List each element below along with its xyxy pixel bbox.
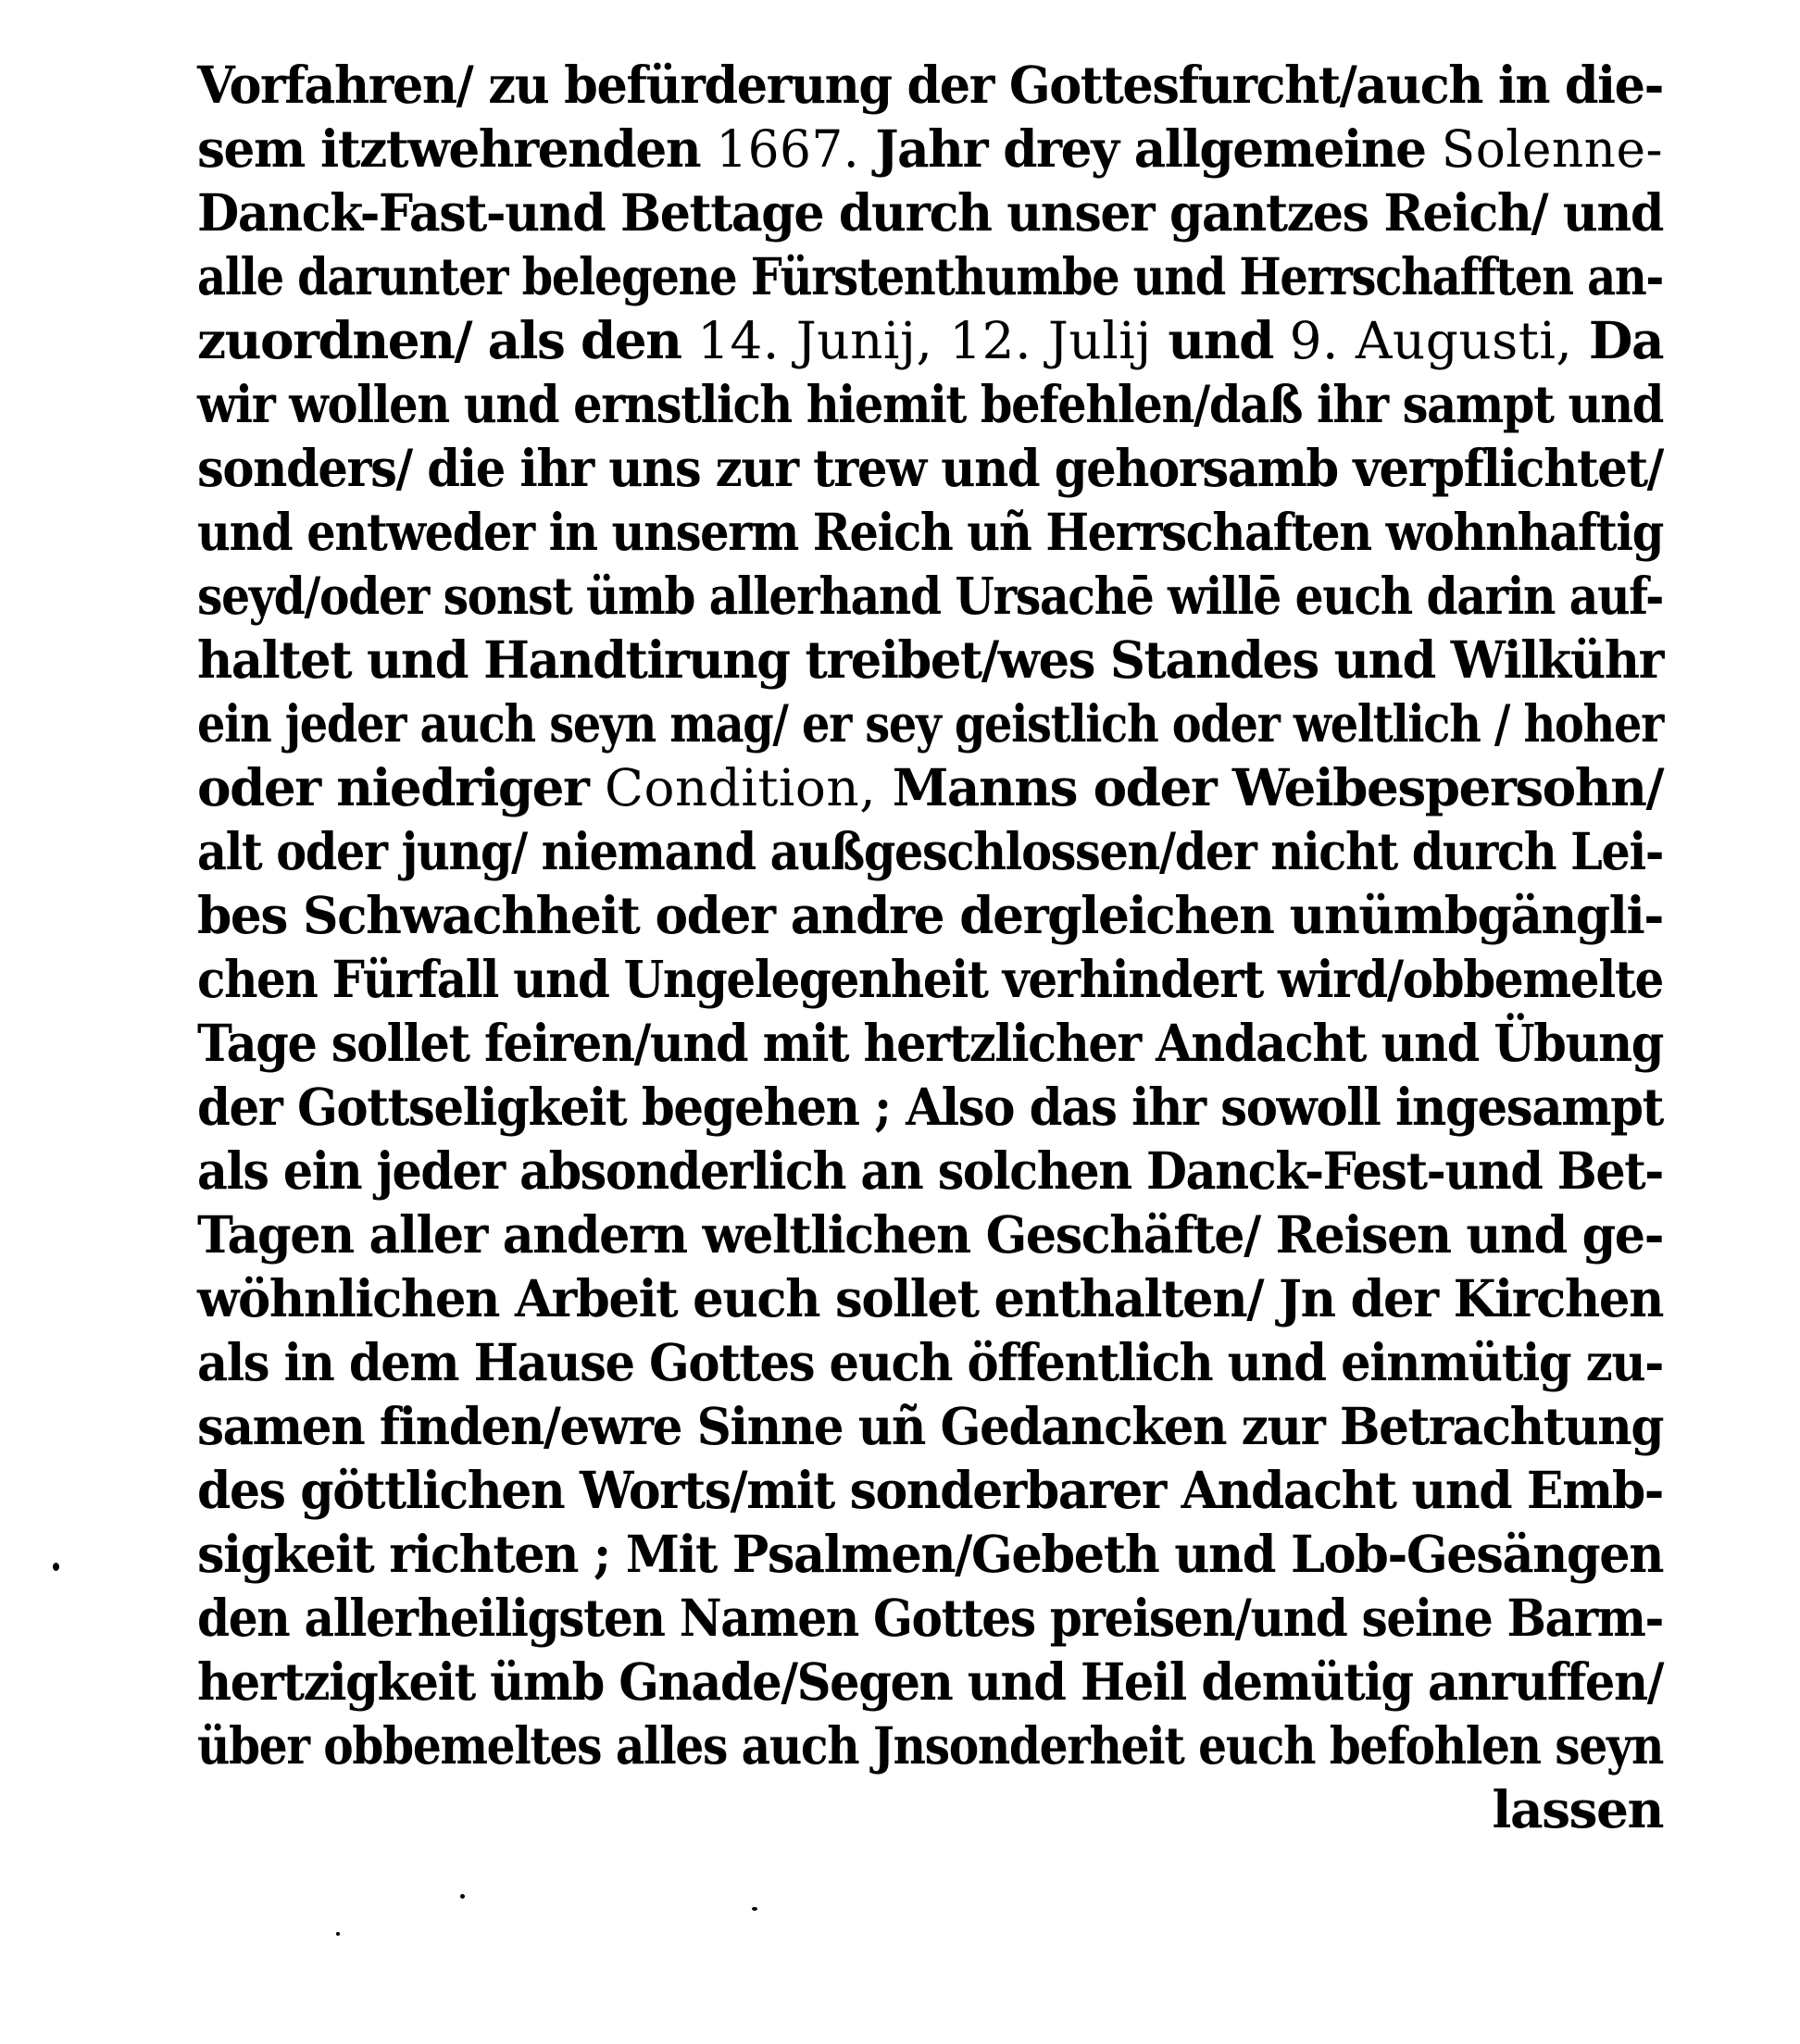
text-segment-antiqua: Solenne- <box>1441 119 1663 179</box>
text-line-content <box>197 1266 1663 1331</box>
text-line-content <box>197 53 1663 118</box>
text-segment-fraktur: und <box>1151 310 1290 370</box>
text-line-content <box>197 883 1663 948</box>
text-line <box>197 692 1663 755</box>
text-segment-fraktur: als ein jeder absonderlich an solchen Danck-Fest-und Bet- <box>197 1140 1663 1201</box>
text-line-content <box>197 308 1663 373</box>
text-segment-fraktur: oder niedriger <box>197 757 606 817</box>
text-segment-fraktur: lassen <box>1492 1779 1663 1839</box>
text-segment-fraktur: sigkeit richten ; Mit Psalmen/Gebeth und Lob-Gesängen <box>197 1524 1663 1584</box>
text-line-content <box>197 181 1663 245</box>
text-line-content <box>197 1075 1663 1140</box>
text-line-content <box>197 372 1663 437</box>
text-line <box>197 947 1663 1011</box>
text-line <box>197 1458 1663 1522</box>
text-line <box>197 1394 1663 1458</box>
text-line <box>197 1586 1663 1650</box>
text-block <box>197 53 1663 1841</box>
text-line <box>197 1011 1663 1075</box>
text-line <box>197 1522 1663 1586</box>
text-segment-antiqua: 1667. <box>716 119 860 179</box>
text-segment-antiqua: 9. Augusti, <box>1289 311 1573 370</box>
text-segment-fraktur: des göttlichen Worts/mit sonderbarer Andacht und Emb- <box>197 1460 1663 1520</box>
text-line <box>197 308 1663 372</box>
scan-speck <box>460 1894 465 1899</box>
text-segment-fraktur: wir wollen und ernstlich hiemit befehlen/daß ihr sampt und <box>197 374 1663 434</box>
text-segment-fraktur: bes Schwachheit oder andre dergleichen unümbgängli- <box>197 885 1663 945</box>
text-line-content <box>197 436 1663 501</box>
text-line-content <box>197 1394 1663 1459</box>
text-line <box>197 564 1663 628</box>
text-segment-fraktur: Tage sollet feiren/und mit hertzlicher Andacht und Übung <box>197 1013 1663 1073</box>
text-segment-fraktur: haltet und Handtirung treibet/wes Standes und Wilkühr <box>197 629 1663 690</box>
text-line-content <box>197 564 1663 629</box>
text-line-content <box>197 117 1663 181</box>
text-line <box>197 244 1663 308</box>
text-segment-fraktur: chen Fürfall und Ungelegenheit verhindert wird/obbemelte <box>197 949 1663 1009</box>
text-line-content <box>197 1522 1663 1587</box>
text-line <box>197 1266 1663 1330</box>
text-line <box>197 755 1663 819</box>
text-segment-fraktur: seyd/oder sonst ümb allerhand Ursachē willē euch darin auf- <box>197 566 1663 626</box>
text-segment-fraktur: und entweder in unserm Reich uñ Herrschaften wohnhaftig <box>197 502 1663 562</box>
text-line-content <box>197 1203 1663 1267</box>
text-segment-antiqua: 14. Junij, 12. Julij <box>697 311 1152 370</box>
text-line <box>197 181 1663 244</box>
text-segment-antiqua: Condition, <box>605 758 877 817</box>
text-segment-fraktur: alt oder jung/ niemand außgeschlossen/der nicht durch Lei- <box>197 821 1663 881</box>
scan-speck <box>752 1907 757 1911</box>
text-line <box>197 883 1663 947</box>
text-segment-fraktur: der Gottseligkeit begehen ; Also das ihr sowoll ingesampt <box>197 1077 1663 1137</box>
text-line <box>197 436 1663 500</box>
text-line <box>197 819 1663 883</box>
text-line <box>197 1203 1663 1266</box>
text-line <box>197 1075 1663 1139</box>
text-line <box>197 1139 1663 1203</box>
text-line <box>197 372 1663 436</box>
text-line <box>197 628 1663 692</box>
text-segment-fraktur: Da <box>1572 310 1663 370</box>
text-line-content <box>197 1011 1663 1076</box>
text-line <box>197 117 1663 181</box>
text-line <box>197 1650 1663 1714</box>
text-segment-fraktur: Vorfahren/ zu befürderung der Gottesfurcht/auch in die- <box>197 55 1663 115</box>
text-line-content <box>197 628 1663 692</box>
text-line <box>197 500 1663 564</box>
text-segment-fraktur: samen finden/ewre Sinne uñ Gedancken zur Betrachtung <box>197 1396 1663 1456</box>
text-line <box>197 1330 1663 1394</box>
text-segment-fraktur: zuordnen/ als den <box>197 310 698 370</box>
text-segment-fraktur: hertzigkeit ümb Gnade/Segen und Heil demütig anruffen/ <box>197 1651 1663 1712</box>
text-segment-fraktur: sem itztwehrenden <box>197 118 717 179</box>
text-line-content <box>197 1139 1663 1203</box>
scan-speck <box>336 1932 340 1936</box>
text-segment-fraktur: als in dem Hause Gottes euch öffentlich und einmütig zu- <box>197 1332 1663 1392</box>
text-line <box>197 1714 1663 1777</box>
text-segment-fraktur: alle darunter belegene Fürstenthumbe und Herrschafften an- <box>197 246 1663 306</box>
text-line-content <box>197 244 1663 309</box>
text-line-content <box>197 947 1663 1012</box>
text-segment-fraktur: über obbemeltes alles auch Jnsonderheit euch befohlen seyn <box>197 1715 1663 1776</box>
text-segment-fraktur: den allerheiligsten Namen Gottes preisen/und seine Barm- <box>197 1588 1663 1648</box>
text-segment-fraktur: Jahr drey allgemeine <box>859 118 1442 179</box>
text-segment-fraktur: sonders/ die ihr uns zur trew und gehorsamb verpflichtet/ <box>197 438 1663 498</box>
text-segment-fraktur: Danck-Fast-und Bettage durch unser gantzes Reich/ und <box>197 182 1663 243</box>
text-line-content <box>197 692 1663 756</box>
text-line <box>197 1777 1663 1841</box>
text-line-content <box>197 1586 1663 1651</box>
text-line-content <box>197 1330 1663 1395</box>
scan-speck <box>53 1563 59 1571</box>
text-line-content <box>197 1458 1663 1523</box>
text-line-content <box>1493 1777 1663 1842</box>
text-segment-fraktur: ein jeder auch seyn mag/ er sey geistlich oder weltlich / hoher <box>197 693 1663 754</box>
text-line-content <box>197 500 1663 565</box>
text-segment-fraktur: Tagen aller andern weltlichen Geschäfte/ Reisen und ge- <box>197 1204 1663 1265</box>
text-segment-fraktur: wöhnlichen Arbeit euch sollet enthalten/ Jn der Kirchen <box>197 1268 1663 1328</box>
text-line-content <box>197 755 1663 820</box>
text-line <box>197 53 1663 117</box>
text-line-content <box>197 819 1663 884</box>
text-line-content <box>197 1650 1663 1714</box>
text-segment-fraktur: Manns oder Weibespersohn/ <box>876 757 1663 817</box>
text-line-content <box>197 1714 1663 1778</box>
